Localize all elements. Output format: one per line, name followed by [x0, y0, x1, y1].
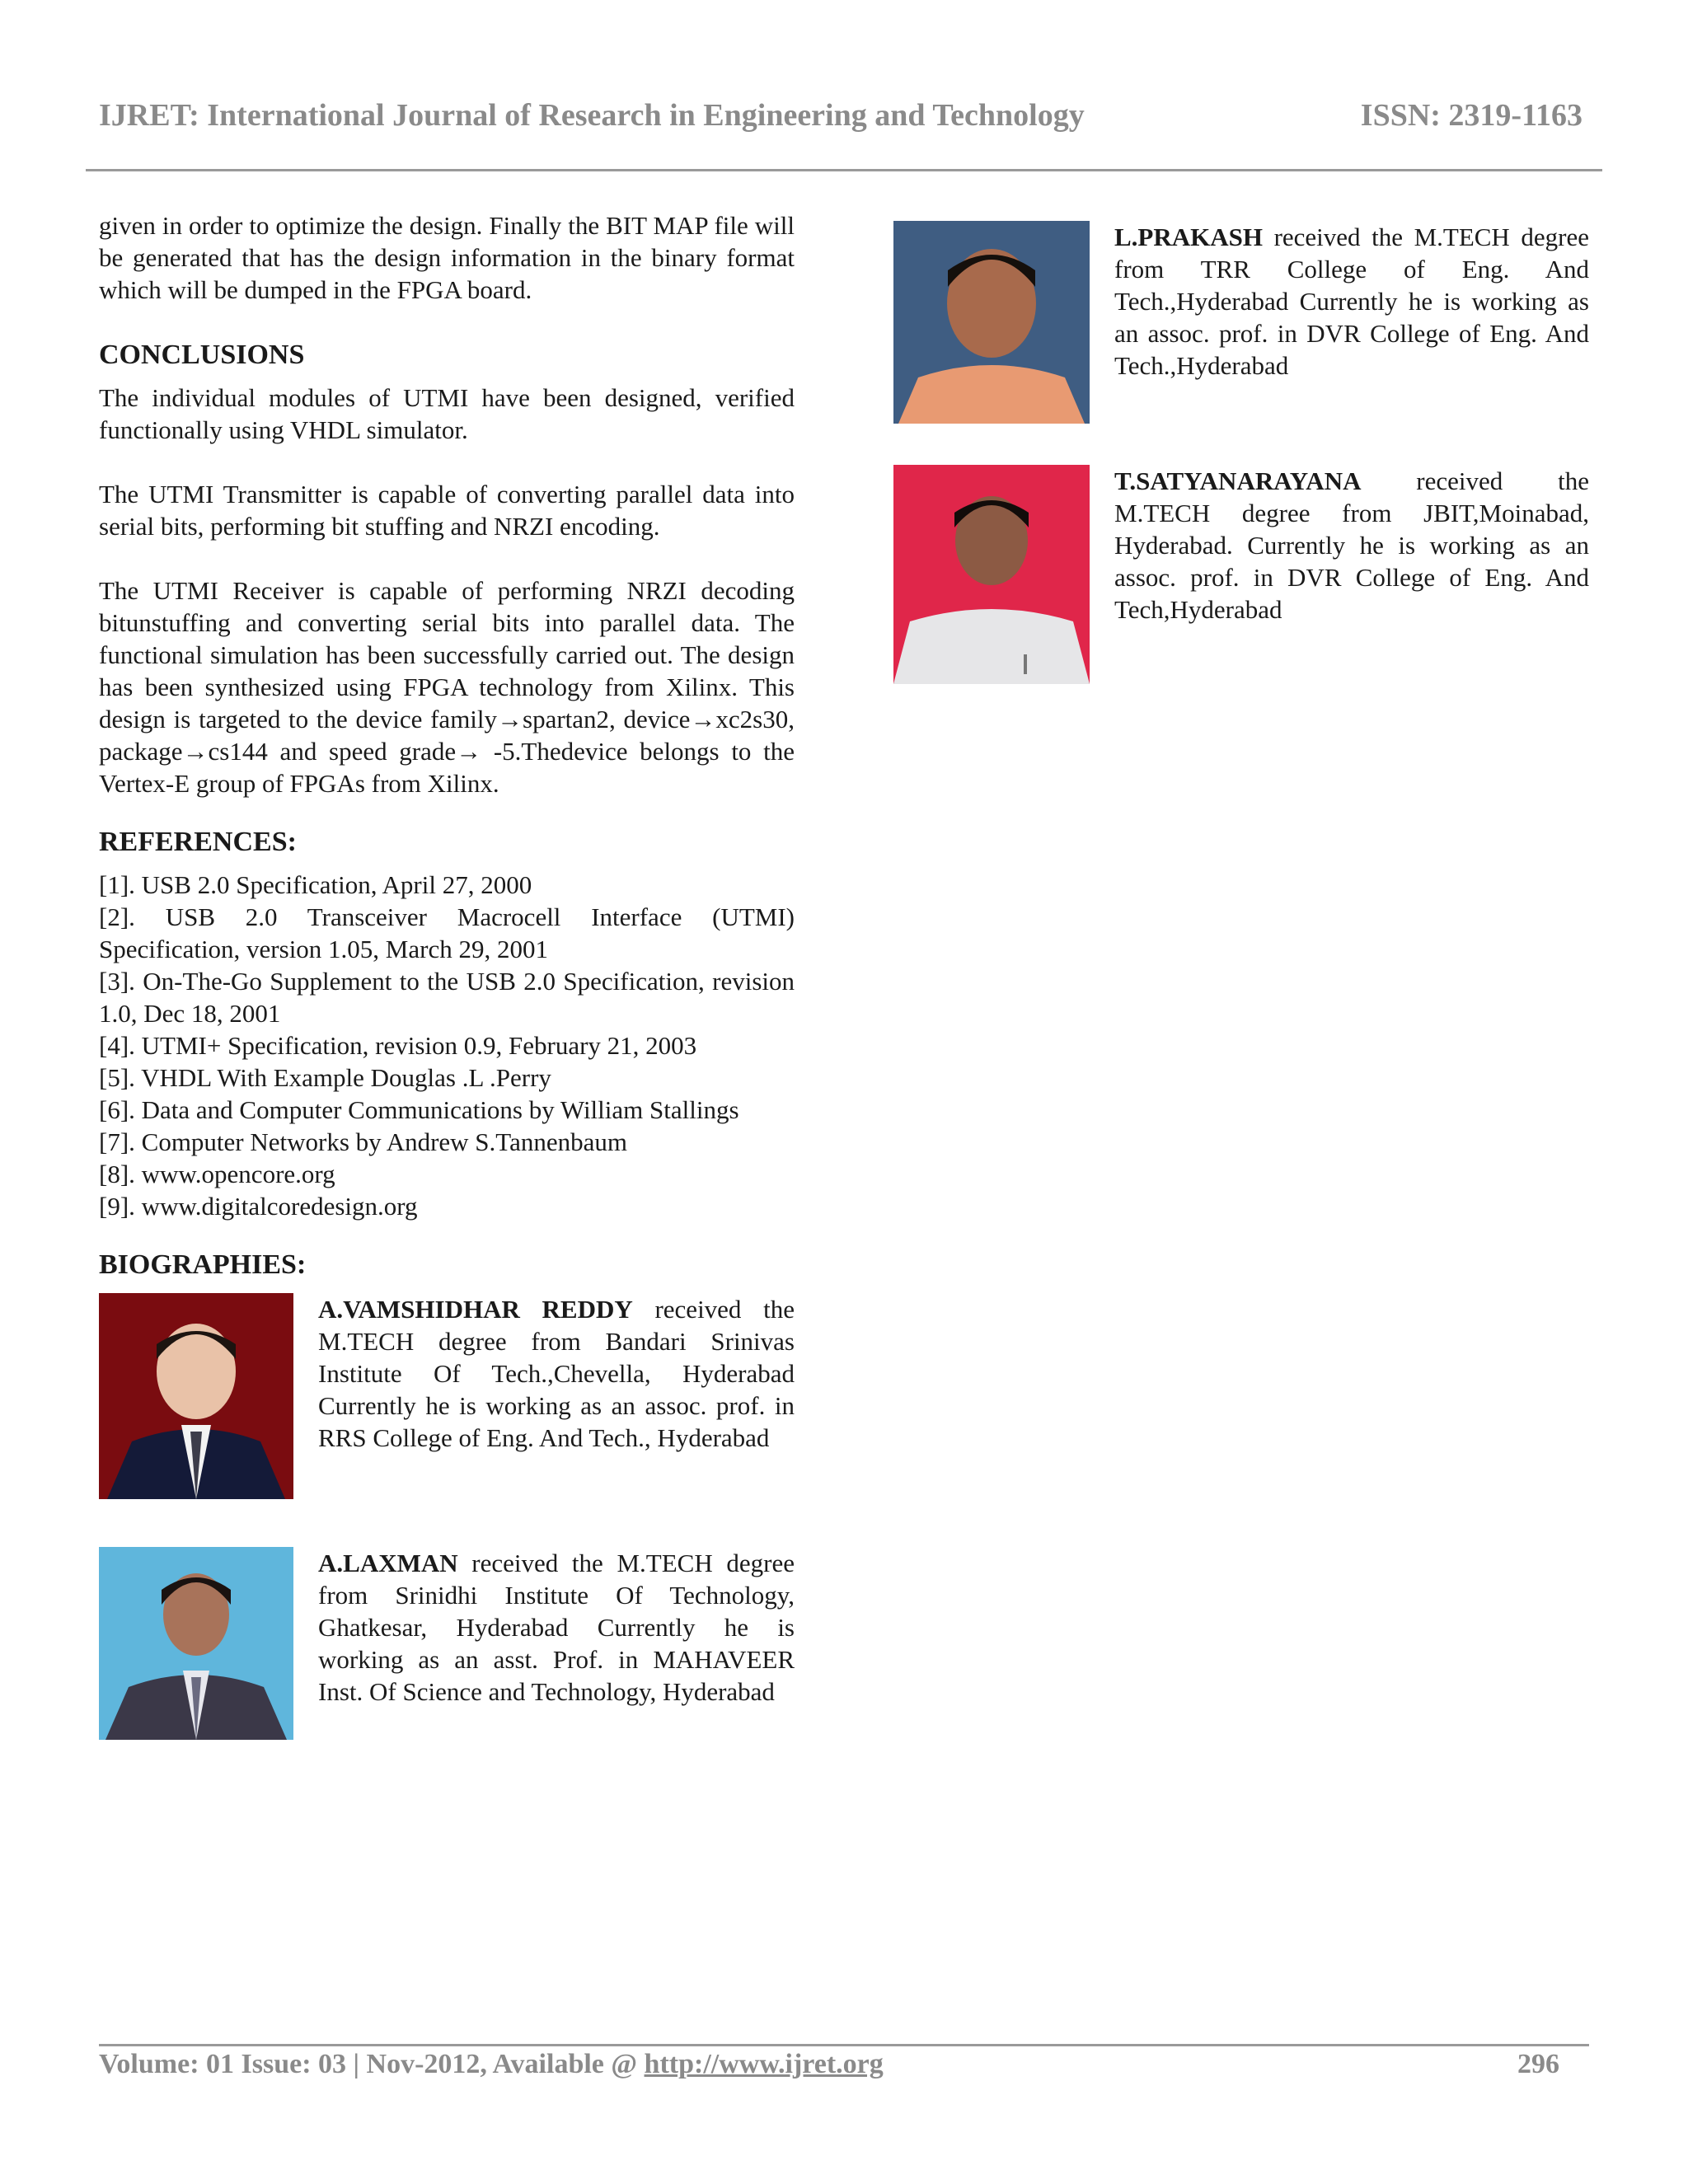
- bio-text: [1114, 221, 1589, 382]
- intro-paragraph: given in order to optimize the design. Finally the BIT MAP file will be generated that has the design information in the binary format which will be dumped in the FPGA board.: [99, 211, 795, 304]
- bio-body: received the M.TECH degree from JBIT,Moinabad, Hyderabad. Currently he is working as an assoc. prof. in DVR College of Eng. And Tech,Hyderabad: [1114, 466, 1589, 624]
- conclusion-paragraph: The UTMI Receiver is capable of performing NRZI decoding bitunstuffing and converting serial bits into parallel data. The functional simulation has been successfully carried out. The design has been synthesized using FPGA technology from Xilinx. This design is targeted to the device family→spartan2, device→xc2s30, package→cs144 and speed grade→ -5.Thedevice belongs to the Vertex-E group of FPGAs from Xilinx.: [99, 576, 795, 798]
- journal-link[interactable]: http://www.ijret.org: [644, 2049, 884, 2079]
- reference-item: [9]. www.digitalcoredesign.org: [99, 1192, 418, 1221]
- page-footer: [99, 2049, 1559, 2080]
- bio-text: [318, 1547, 795, 1708]
- page-number: 296: [1517, 2049, 1559, 2079]
- bio-name: A.LAXMAN: [318, 1549, 458, 1577]
- bio-name: T.SATYANARAYANA: [1114, 466, 1362, 495]
- author-photo: [99, 1547, 293, 1740]
- author-photo: [99, 1293, 293, 1499]
- reference-item: [7]. Computer Networks by Andrew S.Tannenbaum: [99, 1127, 627, 1156]
- bio-body: received the M.TECH degree from TRR College of Eng. And Tech.,Hyderabad Currently he is working as an assoc. prof. in DVR College of Eng. And Tech.,Hyderabad: [1114, 223, 1589, 380]
- footer-divider: [99, 2044, 1589, 2046]
- bio-text: [1114, 465, 1589, 626]
- conclusion-paragraph: The individual modules of UTMI have been designed, verified functionally using VHDL simulator.: [99, 383, 795, 444]
- bio-text: [318, 1293, 795, 1454]
- bio-name: A.VAMSHIDHAR REDDY: [318, 1295, 633, 1324]
- biography-laxman: [99, 1547, 795, 1740]
- footer-text: Volume: 01 Issue: 03 | Nov-2012, Available @: [99, 2049, 645, 2079]
- reference-item: [4]. UTMI+ Specification, revision 0.9, February 21, 2003: [99, 1031, 697, 1060]
- conclusion-paragraph: The UTMI Transmitter is capable of converting parallel data into serial bits, performing bit stuffing and NRZI encoding.: [99, 480, 795, 541]
- bio-body: received the M.TECH degree from Bandari Srinivas Institute Of Tech.,Chevella, Hyderabad Currently he is working as an assoc. prof. in RRS College of Eng. And Tech., Hyderabad: [318, 1295, 795, 1452]
- reference-item: [3]. On-The-Go Supplement to the USB 2.0 Specification, revision 1.0, Dec 18, 2001: [99, 967, 795, 1028]
- reference-item: [1]. USB 2.0 Specification, April 27, 2000: [99, 870, 532, 899]
- bio-name: L.PRAKASH: [1114, 223, 1263, 251]
- journal-title: IJRET: International Journal of Research in Engineering and Technology: [99, 98, 1085, 133]
- author-photo: [893, 221, 1090, 424]
- reference-item: [5]. VHDL With Example Douglas .L .Perry: [99, 1063, 551, 1092]
- reference-item: [8]. www.opencore.org: [99, 1160, 335, 1188]
- left-column: [99, 209, 795, 1740]
- page-header: [99, 97, 1582, 134]
- biography-prakash: [893, 221, 1589, 424]
- issn: ISSN: 2319-1163: [1360, 98, 1582, 133]
- references-heading: REFERENCES:: [99, 827, 297, 857]
- right-column: [893, 209, 1589, 684]
- reference-item: [6]. Data and Computer Communications by William Stallings: [99, 1095, 739, 1124]
- references-list: [99, 869, 795, 1222]
- reference-item: [2]. USB 2.0 Transceiver Macrocell Interface (UTMI) Specification, version 1.05, March 29, 2001: [99, 902, 795, 963]
- biography-vamshidhar-reddy: [99, 1293, 795, 1499]
- bio-body: received the M.TECH degree from Srinidhi Institute Of Technology, Ghatkesar, Hyderabad Currently he is working as an asst. Prof. in MAHAVEER Inst. Of Science and Technology, Hyderabad: [318, 1549, 795, 1706]
- header-divider: [86, 169, 1602, 171]
- conclusions-heading: CONCLUSIONS: [99, 340, 305, 370]
- biography-satyanarayana: [893, 465, 1589, 684]
- author-photo: [893, 465, 1090, 684]
- footer-volume-info: [99, 2049, 884, 2080]
- biographies-heading: BIOGRAPHIES:: [99, 1249, 307, 1280]
